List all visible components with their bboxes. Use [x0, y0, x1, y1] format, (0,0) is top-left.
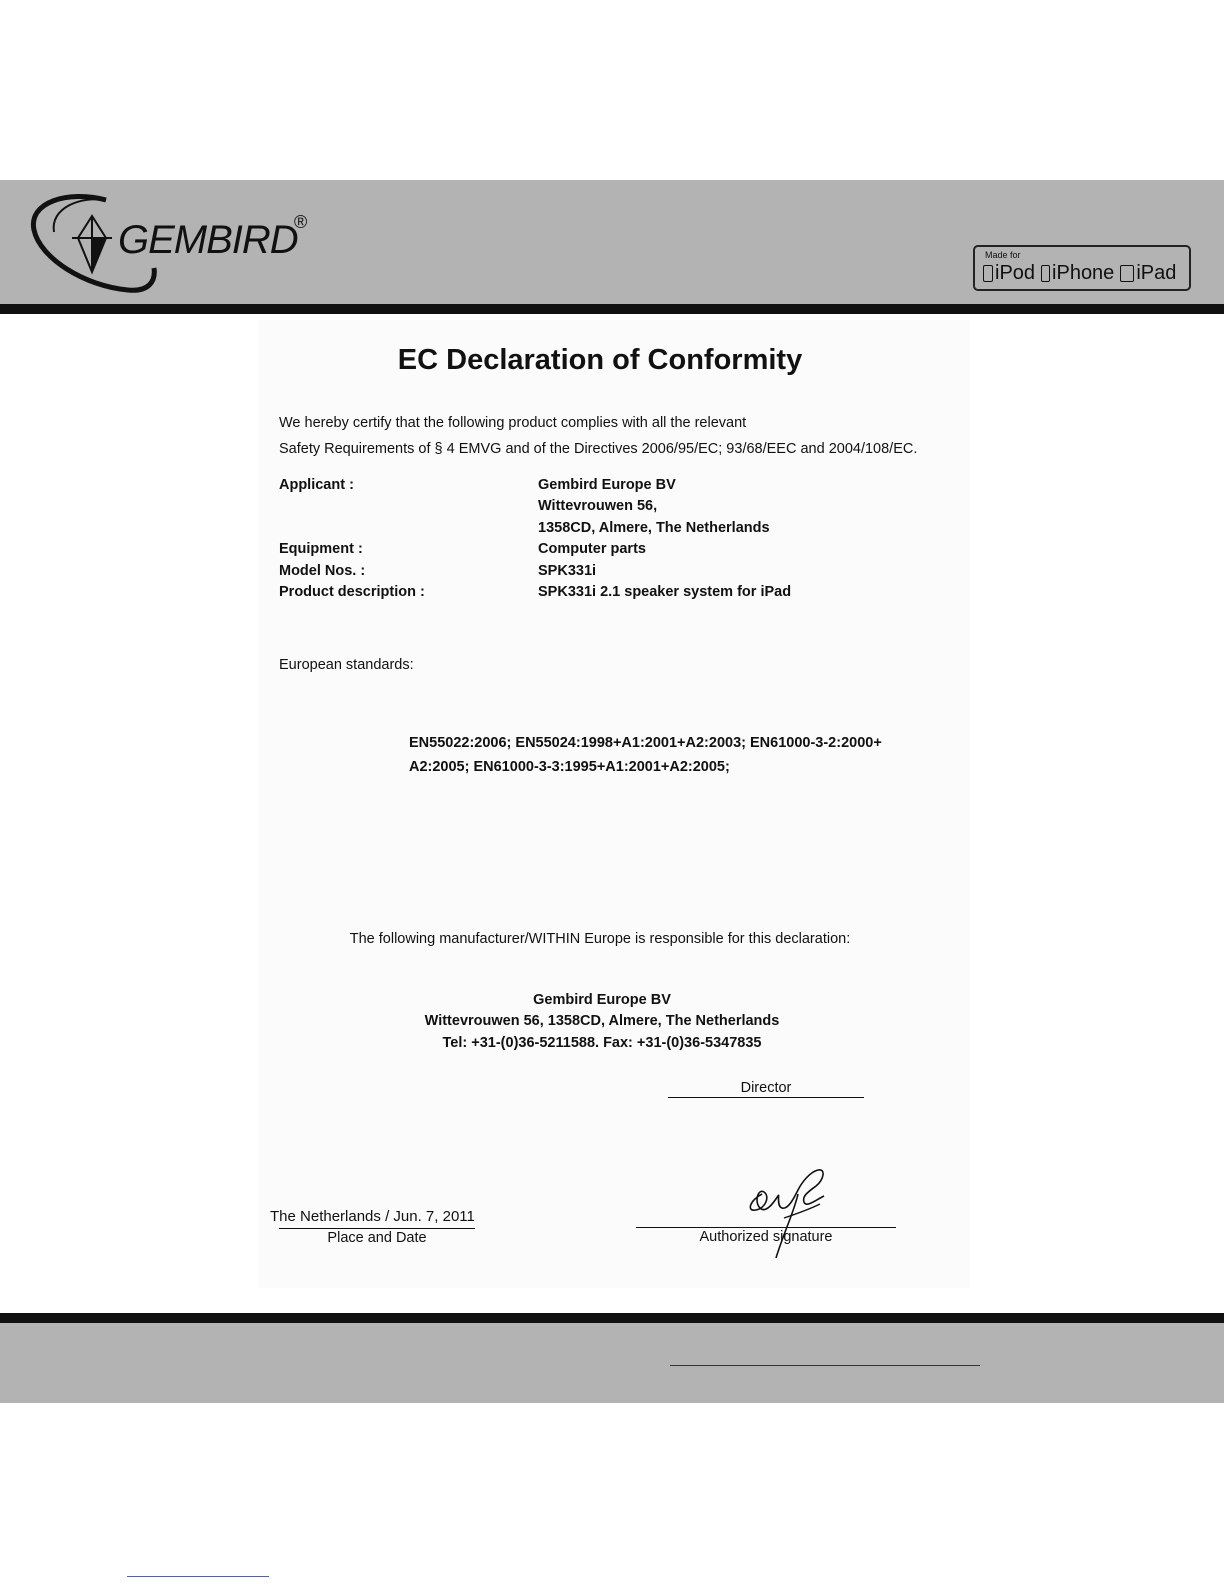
- place-date-caption: Place and Date: [327, 1230, 427, 1246]
- place-date-value: The Netherlands / Jun. 7, 2011: [270, 1208, 475, 1225]
- certification-line: Safety Requirements of § 4 EMVG and of the Directives 2006/95/EC; 93/68/EEC and 2004/108/EC.: [279, 441, 918, 457]
- standards-line: A2:2005; EN61000-3-3:1995+A1:2001+A2:2005;: [409, 759, 730, 775]
- document-panel: [258, 320, 970, 1288]
- signature-rule: [636, 1227, 896, 1228]
- device-ipod: [983, 262, 1035, 285]
- applicant-label: Applicant :: [279, 477, 354, 493]
- registered-mark: ®: [294, 212, 308, 232]
- made-for-devices: [983, 262, 1176, 285]
- device-label: iPad: [1136, 262, 1177, 284]
- standards-line: EN55022:2006; EN55024:1998+A1:2001+A2:2003; EN61000-3-2:2000+: [409, 735, 882, 751]
- gembird-logo: [28, 186, 328, 294]
- header-rule: [0, 304, 1224, 314]
- manufacturer-name: Gembird Europe BV: [533, 992, 671, 1008]
- ipad-icon: [1120, 265, 1134, 282]
- manufacturer-address: Wittevrouwen 56, 1358CD, Almere, The Netherlands: [424, 1013, 780, 1029]
- device-label: iPhone: [1052, 262, 1115, 284]
- description-label: Product description :: [279, 584, 425, 600]
- model-value: SPK331i: [538, 563, 597, 579]
- applicant-value: Gembird Europe BV: [538, 477, 676, 493]
- footer-band: [0, 1323, 1224, 1403]
- footer-underline: [670, 1365, 980, 1366]
- handwritten-signature: [740, 1166, 850, 1262]
- equipment-label: Equipment :: [279, 541, 363, 557]
- applicant-value: Wittevrouwen 56,: [538, 498, 658, 514]
- made-for-badge: [973, 245, 1191, 291]
- standards-label: European standards:: [279, 657, 414, 673]
- signatory-title: Director: [668, 1080, 864, 1098]
- manufacturer-contact: Tel: +31-(0)36-5211588. Fax: +31-(0)36-5347835: [442, 1035, 762, 1051]
- ipod-icon: [983, 265, 993, 282]
- equipment-value: Computer parts: [538, 541, 646, 557]
- description-value: SPK331i 2.1 speaker system for iPad: [538, 584, 792, 600]
- made-for-label: Made for: [985, 250, 1021, 260]
- responsible-statement: The following manufacturer/WITHIN Europe is responsible for this declaration:: [349, 931, 851, 947]
- bottom-link-underline: [127, 1576, 269, 1577]
- device-ipad: [1120, 262, 1176, 285]
- device-label: iPod: [995, 262, 1036, 284]
- model-label: Model Nos. :: [279, 563, 366, 579]
- applicant-value: 1358CD, Almere, The Netherlands: [538, 520, 770, 536]
- document-title: EC Declaration of Conformity: [397, 344, 803, 376]
- device-iphone: [1041, 262, 1114, 285]
- brand-name: GEMBIRD: [118, 218, 298, 262]
- place-date-rule: [279, 1228, 475, 1229]
- certification-line: We hereby certify that the following product complies with all the relevant: [279, 415, 747, 431]
- iphone-icon: [1041, 265, 1050, 282]
- signature-caption: Authorized signature: [699, 1229, 833, 1245]
- footer-rule: [0, 1313, 1224, 1323]
